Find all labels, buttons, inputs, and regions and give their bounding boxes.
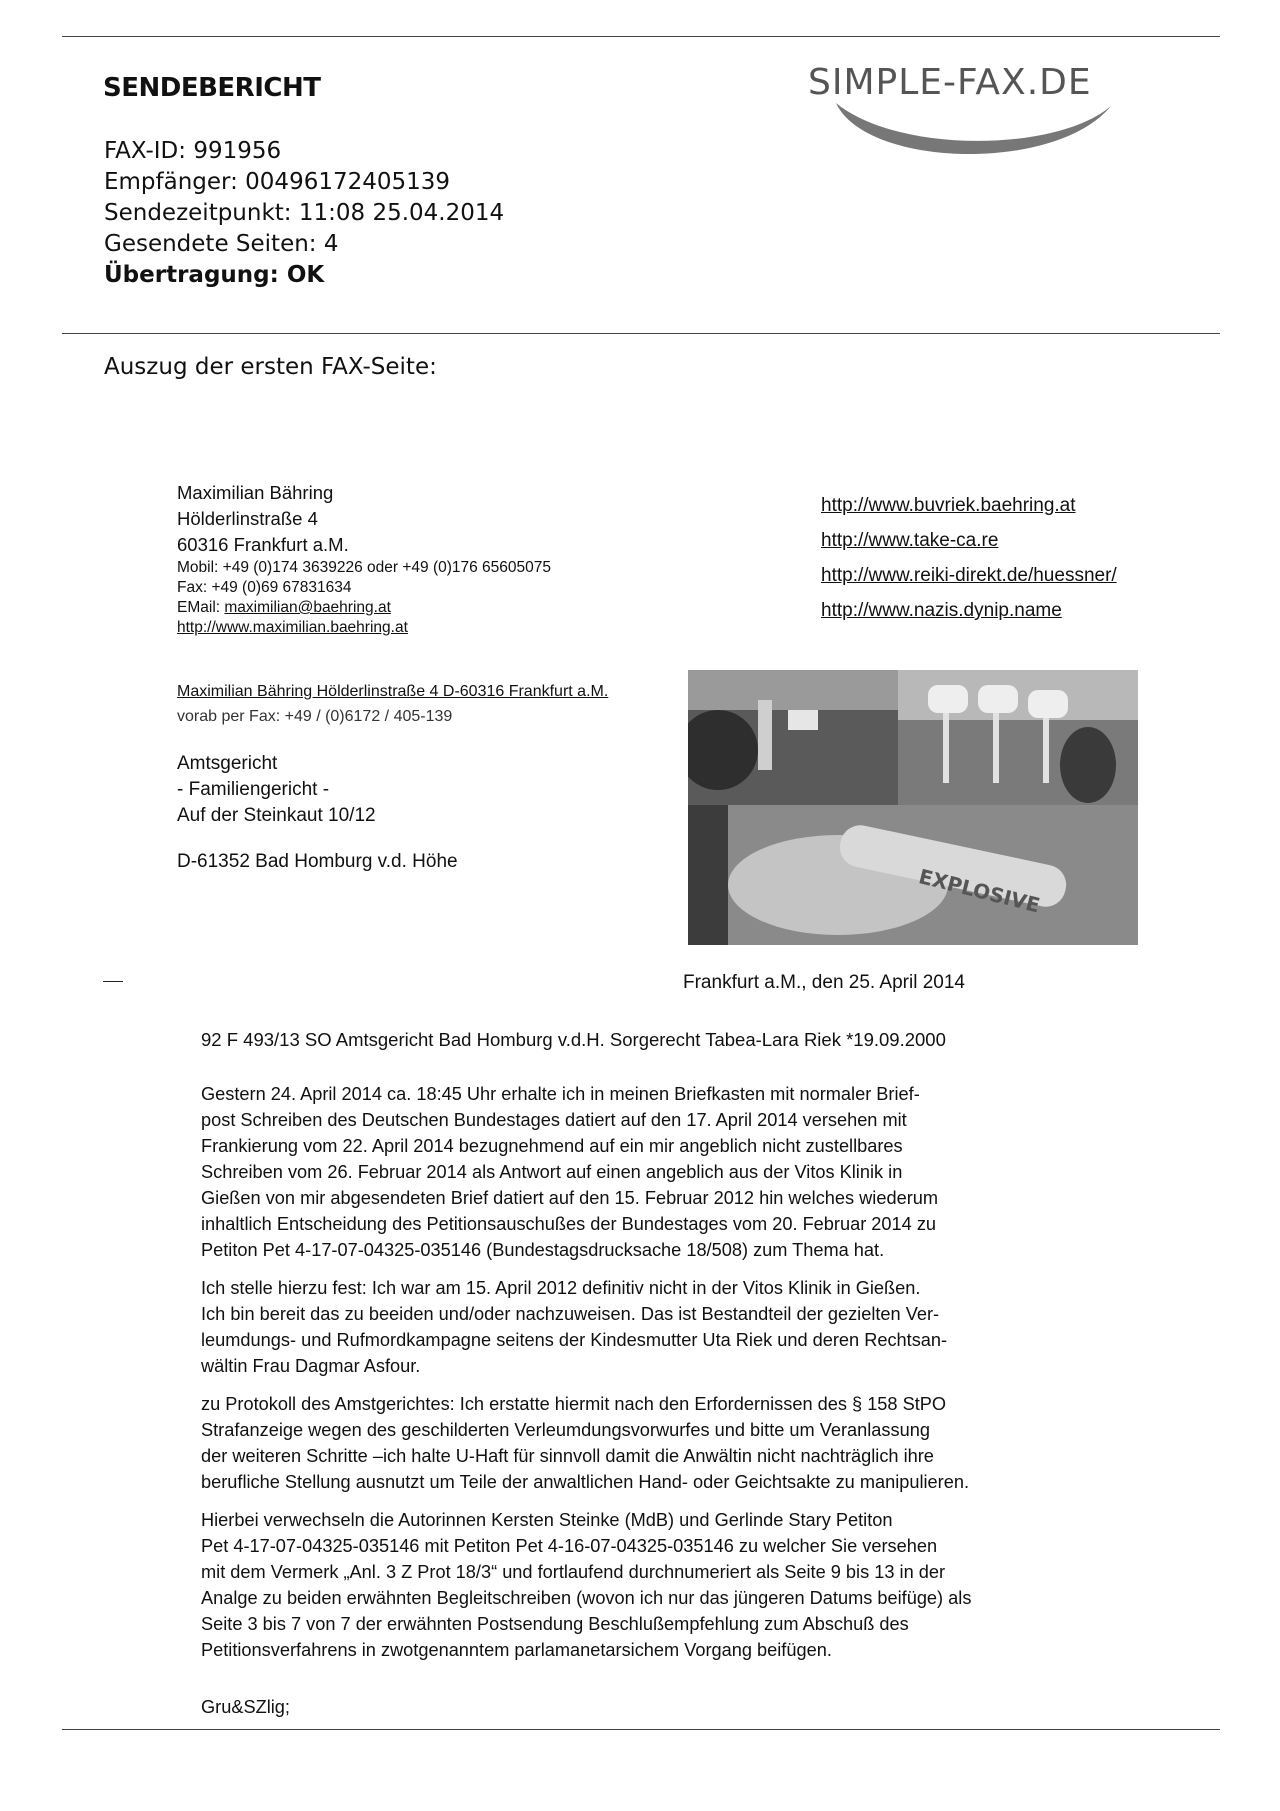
sender-city: 60316 Frankfurt a.M. <box>177 534 349 555</box>
link-take-care[interactable]: http://www.take-ca.re <box>821 530 999 551</box>
recipient-line-3: Auf der Steinkaut 10/12 <box>177 805 376 826</box>
paragraph-3: zu Protokoll des Amstgerichtes: Ich erstatte hiermit nach den Erfordernissen des § 158 StPO Strafanzeige wegen des geschilderten Verleumdungsvorwurfes und bitte um Veranlassung der weiteren Schritte –ich halte U-Haft für sinnvoll damit die Anwältin nicht nachträglich ihre berufliche Stellung ausnutzt um Teile der anwaltlichen Hand- oder Geichtsakte zu manipulieren. <box>201 1394 970 1492</box>
recipient-city: D-61352 Bad Homburg v.d. Höhe <box>177 851 458 872</box>
report-details <box>104 136 504 291</box>
sender-email-link[interactable]: maximilian@baehring.at <box>224 599 391 616</box>
sender-street: Hölderlinstraße 4 <box>177 508 318 529</box>
sender-email-label: EMail: <box>177 599 225 616</box>
bottom-divider <box>62 1729 1220 1730</box>
excerpt-label: Auszug der ersten FAX-Seite: <box>104 354 437 380</box>
recipient-line-2: - Familiengericht - <box>177 779 330 800</box>
fold-mark <box>103 981 123 982</box>
date-line: Frankfurt a.M., den 25. April 2014 <box>683 972 965 993</box>
sender-email-row <box>177 598 551 618</box>
return-address: Maximilian Bähring Hölderlinstraße 4 D-60316 Frankfurt a.M. <box>177 683 609 700</box>
advance-fax-number: vorab per Fax: +49 / (0)6172 / 405-139 <box>177 708 453 725</box>
photo-collage <box>688 670 1138 945</box>
report-title: SENDEBERICHT <box>103 73 321 103</box>
photo-caption: EXPLOSIVE <box>916 864 1043 918</box>
letter-body <box>201 1081 1081 1675</box>
paragraph-2: Ich stelle hierzu fest: Ich war am 15. April 2012 definitiv nicht in der Vitos Klinik in Gießen. Ich bin bereit das zu beeiden und/oder nachzuweisen. Das ist Bestandteil der gezielten Ver- leumdungs- und Rufmordkampagne seitens der Kindesmutter Uta Riek und deren Rechtsan- wältin Frau Dagmar Asfour. <box>201 1278 948 1376</box>
logo-text: SIMPLE-FAX.DE <box>808 62 1092 103</box>
link-reiki[interactable]: http://www.reiki-direkt.de/huessner/ <box>821 565 1117 586</box>
paragraph-4: Hierbei verwechseln die Autorinnen Kersten Steinke (MdB) und Gerlinde Stary Petiton Pet 4-17-07-04325-035146 mit Petiton Pet 4-16-07-04325-035146 zu welcher Sie versehen mit dem Vermerk „Anl. 3 Z Prot 18/3“ und fortlaufend durchnumeriert als Seite 9 bis 13 in der Analge zu beiden erwähnten Begleitschreiben (wovon ich nur das jüngeren Datums beifüge) als Seite 3 bis 7 von 7 der erwähnten Postsendung Beschlußempfehlung zum Abschuß des Petitionsverfahrens in zwotgenanntem parlamanetarsichem Vorgang beifügen. <box>201 1510 972 1660</box>
report-divider <box>62 333 1220 334</box>
sender-fax: Fax: +49 (0)69 67831634 <box>177 579 352 596</box>
simple-fax-logo <box>806 58 1196 163</box>
link-nazis[interactable]: http://www.nazis.dynip.name <box>821 600 1062 621</box>
link-list <box>821 488 1117 628</box>
fax-id: FAX-ID: 991956 <box>104 138 282 164</box>
send-time: Sendezeitpunkt: 11:08 25.04.2014 <box>104 200 505 226</box>
transmission-status: Übertragung: OK <box>104 262 325 288</box>
sender-name: Maximilian Bähring <box>177 482 334 503</box>
report-recipient: Empfänger: 00496172405139 <box>104 169 451 195</box>
link-buvriek[interactable]: http://www.buvriek.baehring.at <box>821 495 1076 516</box>
pages-sent: Gesendete Seiten: 4 <box>104 231 339 257</box>
greeting: Gru&SZlig; <box>201 1697 290 1717</box>
recipient-line-1: Amtsgericht <box>177 753 278 774</box>
sender-block <box>177 480 551 638</box>
top-divider <box>62 36 1220 37</box>
recipient-address <box>177 751 458 875</box>
sender-mobile: Mobil: +49 (0)174 3639226 oder +49 (0)176 65605075 <box>177 559 552 576</box>
letter-subject: 92 F 493/13 SO Amtsgericht Bad Homburg v.d.H. Sorgerecht Tabea-Lara Riek *19.09.2000 <box>201 1029 946 1050</box>
sender-website-link[interactable]: http://www.maximilian.baehring.at <box>177 619 408 636</box>
paragraph-1: Gestern 24. April 2014 ca. 18:45 Uhr erhalte ich in meinen Briefkasten mit normaler Brief- post Schreiben des Deutschen Bundestages datiert auf den 17. April 2014 versehen mit Frankierung vom 22. April 2014 bezugnehmend auf ein mir angeblich nicht zustellbares Schreiben vom 26. Februar 2014 als Antwort auf einen angeblich aus der Vitos Klinik in Gießen von mir abgesendeten Brief datiert auf den 15. Februar 2012 hin welches wiederum inhaltlich Entscheidung des Petitionsauschußes der Bundestages vom 20. Februar 2014 zu Petiton Pet 4-17-07-04325-035146 (Bundestagsdrucksache 18/508) zum Thema hat. <box>201 1084 939 1260</box>
